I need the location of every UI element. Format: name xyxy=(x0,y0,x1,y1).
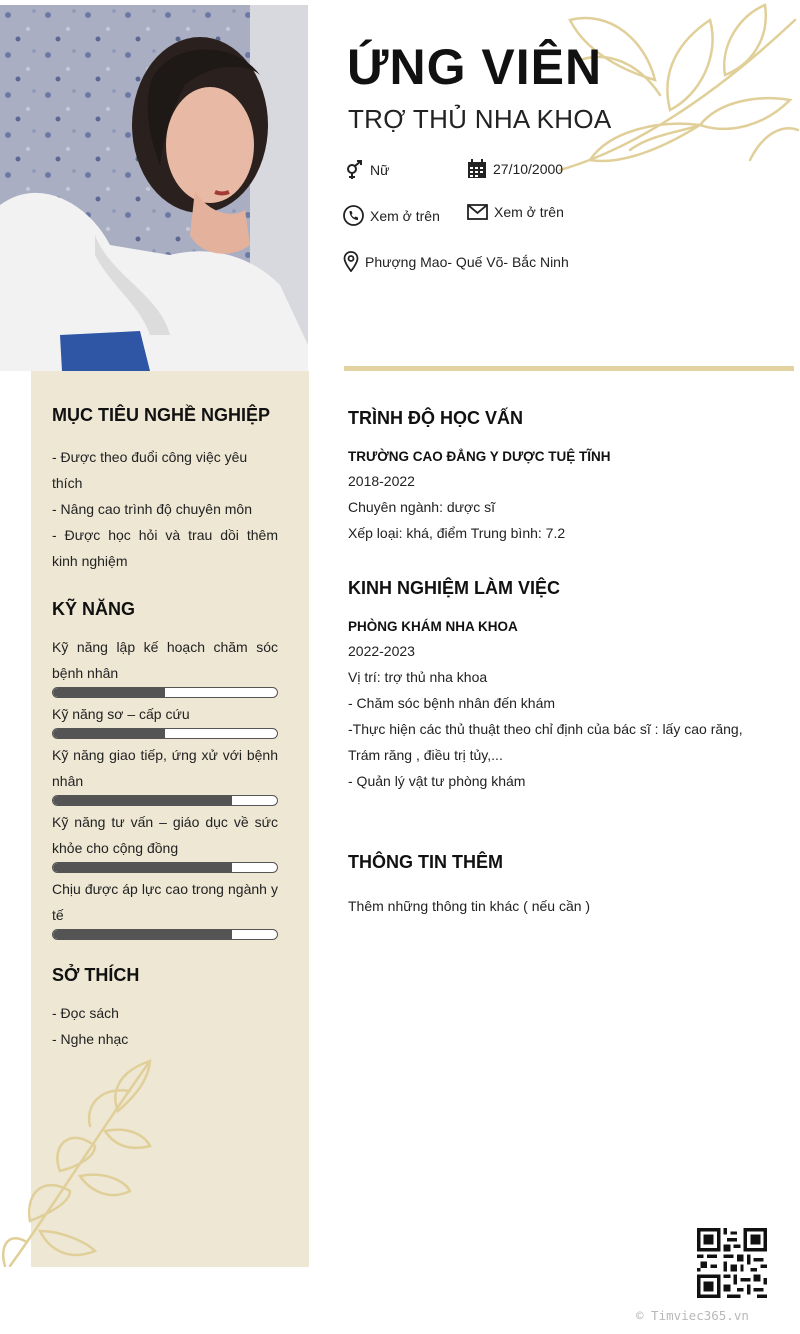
envelope-icon xyxy=(467,204,488,220)
skill-item xyxy=(52,742,278,806)
skills-list xyxy=(52,634,278,940)
skill-bar-fill xyxy=(53,796,232,805)
extra-text: Thêm những thông tin khác ( nếu cần ) xyxy=(348,898,591,914)
skill-bar xyxy=(52,728,278,739)
skill-name: Kỹ năng giao tiếp, ứng xử với bệnh nhân xyxy=(52,747,278,789)
objective-line: - Được học hỏi và trau dồi thêm kinh nghiệm xyxy=(52,527,278,569)
phone-text: Xem ở trên xyxy=(370,207,440,224)
skill-item xyxy=(52,701,278,739)
experience-line: Vị trí: trợ thủ nha khoa xyxy=(348,669,488,685)
address-text: Phượng Mao- Quế Võ- Bắc Ninh xyxy=(365,253,569,270)
address-info xyxy=(343,251,569,272)
skill-name: Kỹ năng lập kế hoạch chăm sóc bệnh nhân xyxy=(52,639,278,681)
experience-title: KINH NGHIỆM LÀM VIỆC xyxy=(348,578,561,598)
skill-item xyxy=(52,876,278,940)
birthday-info xyxy=(467,159,563,179)
candidate-name: ỨNG VIÊN xyxy=(347,39,603,95)
skill-item xyxy=(52,634,278,698)
email-text: Xem ở trên xyxy=(494,204,564,220)
skill-item xyxy=(52,809,278,873)
experience-section xyxy=(348,578,768,794)
candidate-photo xyxy=(0,5,308,371)
experience-line: - Quản lý vật tư phòng khám xyxy=(348,773,526,789)
copyright-text: © Timviec365.vn xyxy=(636,1308,749,1323)
email-info xyxy=(467,204,564,220)
gender-text: Nữ xyxy=(370,162,390,178)
job-title: TRỢ THỦ NHA KHOA xyxy=(348,104,612,134)
leaf-decoration-bottom xyxy=(0,1051,190,1267)
leaf-decoration-top xyxy=(550,0,800,205)
skill-bar-fill xyxy=(53,930,232,939)
skill-bar-fill xyxy=(53,688,165,697)
skill-bar xyxy=(52,929,278,940)
header-divider xyxy=(344,366,794,371)
skill-bar-fill xyxy=(53,729,165,738)
skill-name: Kỹ năng tư vấn – giáo dục về sức khỏe cho cộng đồng xyxy=(52,814,278,856)
location-pin-icon xyxy=(343,251,359,272)
skill-name: Kỹ năng sơ – cấp cứu xyxy=(52,706,190,722)
hobby-item: - Nghe nhạc xyxy=(52,1031,129,1047)
qr-code xyxy=(697,1228,767,1298)
gender-icon xyxy=(344,160,364,180)
skills-title: KỸ NĂNG xyxy=(52,599,136,619)
experience-line: - Chăm sóc bệnh nhân đến khám xyxy=(348,695,556,711)
education-grade: Xếp loại: khá, điểm Trung bình: 7.2 xyxy=(348,525,566,541)
objective-title: MỤC TIÊU NGHỀ NGHIỆP xyxy=(52,405,271,425)
calendar-icon xyxy=(467,159,487,179)
skill-name: Chịu được áp lực cao trong ngành y tế xyxy=(52,881,278,923)
hobbies-title: SỞ THÍCH xyxy=(52,965,140,985)
education-section xyxy=(348,408,768,546)
education-major: Chuyên ngành: dược sĩ xyxy=(348,499,495,515)
education-period: 2018-2022 xyxy=(348,473,415,489)
experience-period: 2022-2023 xyxy=(348,643,415,659)
skill-bar-fill xyxy=(53,863,232,872)
experience-line: -Thực hiện các thủ thuật theo chỉ định của bác sĩ : lấy cao răng, Trám răng , điều trị tủy,... xyxy=(348,721,743,763)
objective-line: - Được theo đuổi công việc yêu thích xyxy=(52,449,248,491)
objective-line: - Nâng cao trình độ chuyên môn xyxy=(52,501,253,517)
birthday-text: 27/10/2000 xyxy=(493,161,564,177)
skill-bar xyxy=(52,687,278,698)
skill-bar xyxy=(52,795,278,806)
phone-info xyxy=(343,205,440,226)
school-name: TRƯỜNG CAO ĐẲNG Y DƯỢC TUỆ TĨNH xyxy=(348,449,611,464)
extra-title: THÔNG TIN THÊM xyxy=(348,852,503,872)
phone-icon xyxy=(343,205,364,226)
sidebar xyxy=(31,371,309,1267)
skill-bar xyxy=(52,862,278,873)
company-name: PHÒNG KHÁM NHA KHOA xyxy=(348,619,518,634)
gender-info xyxy=(344,160,389,180)
education-title: TRÌNH ĐỘ HỌC VẤN xyxy=(348,408,523,428)
extra-section xyxy=(348,852,768,919)
hobby-item: - Đọc sách xyxy=(52,1005,119,1021)
